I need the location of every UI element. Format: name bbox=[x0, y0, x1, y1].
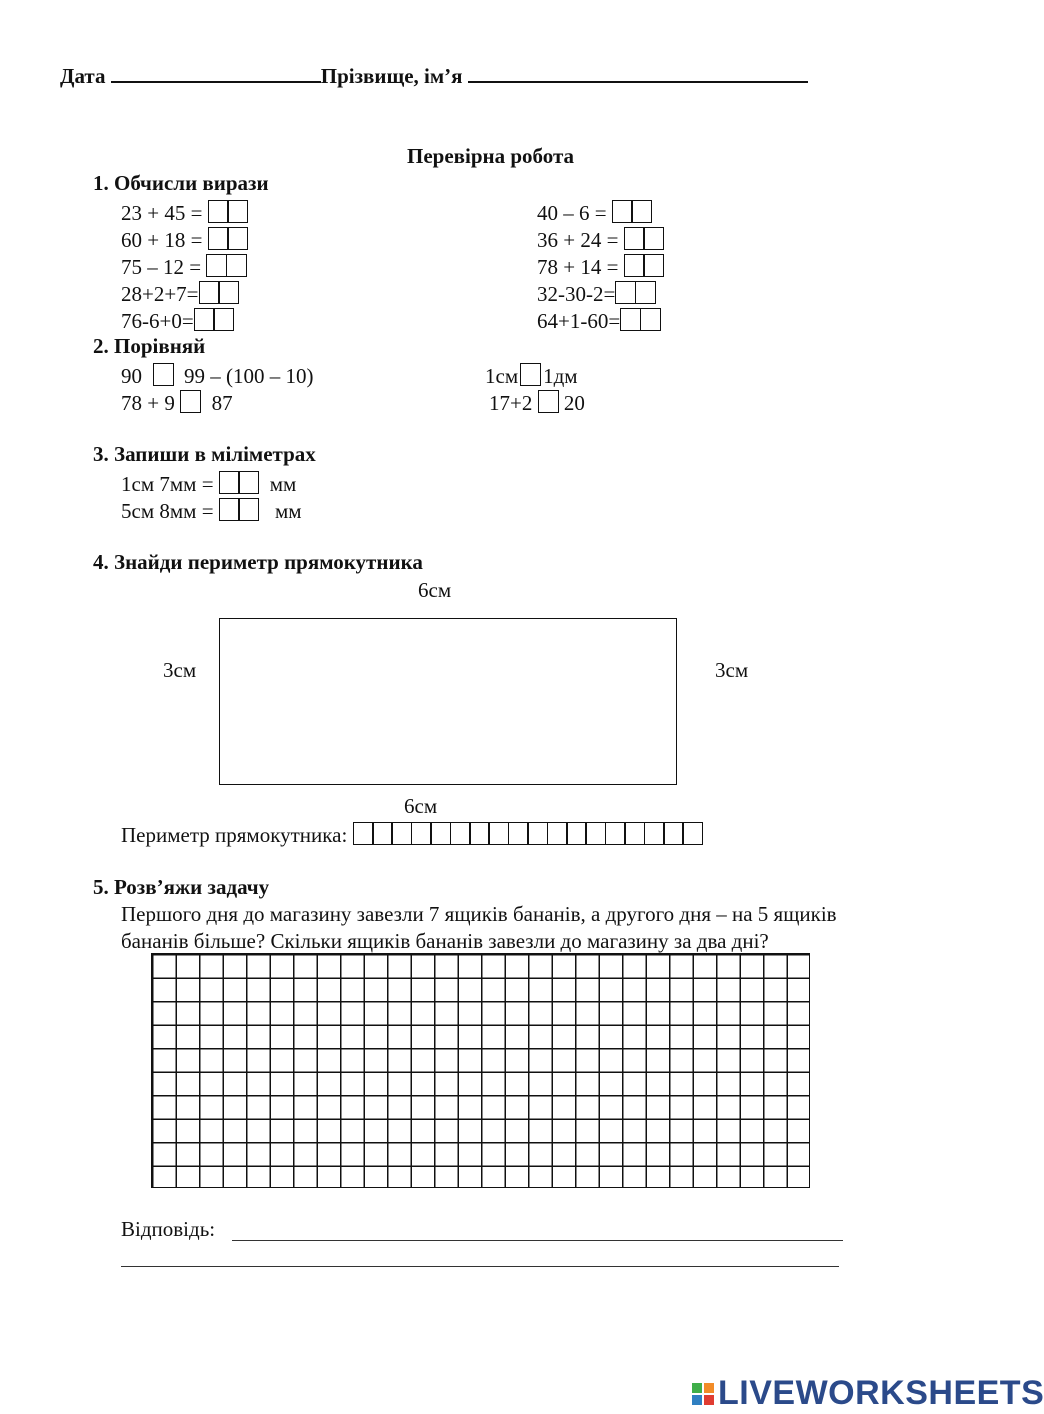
task1-left-row: 76-6+0= bbox=[121, 308, 234, 332]
answer-box[interactable] bbox=[624, 254, 664, 277]
problem-line-2: бананів більше? Скільки ящиків бананів завезли до магазину за два дні? bbox=[121, 929, 769, 953]
mm-row: 5см 8мм = мм bbox=[121, 499, 302, 523]
answer-line-2[interactable] bbox=[121, 1266, 839, 1267]
solution-grid[interactable] bbox=[151, 953, 810, 1188]
answer-box[interactable] bbox=[620, 308, 660, 331]
logo-icon bbox=[692, 1383, 714, 1405]
logo-text: LIVEWORKSHEETS bbox=[718, 1374, 1044, 1412]
name-field[interactable] bbox=[468, 79, 808, 83]
answer-box[interactable] bbox=[219, 498, 259, 521]
problem-line-1: Першого дня до магазину завезли 7 ящиків бананів, а другого дня – на 5 ящиків bbox=[121, 902, 837, 926]
date-field[interactable] bbox=[111, 79, 321, 83]
mm-row: 1см 7мм = мм bbox=[121, 472, 297, 496]
compare-row: 78 + 9 87 bbox=[121, 391, 233, 415]
task1-left-row: 28+2+7= bbox=[121, 281, 239, 305]
compare-row: 1см 1дм bbox=[485, 364, 578, 388]
answer-box[interactable] bbox=[208, 200, 248, 223]
page-title: Перевірна робота bbox=[407, 144, 575, 168]
task1-right-row: 36 + 24 = bbox=[537, 227, 664, 251]
task1-left-row: 23 + 45 = bbox=[121, 200, 248, 224]
answer-box[interactable] bbox=[624, 227, 664, 250]
task1-left-row: 60 + 18 = bbox=[121, 227, 248, 251]
compare-box[interactable] bbox=[520, 363, 541, 386]
task1-right-row: 78 + 14 = bbox=[537, 254, 664, 278]
rectangle-figure bbox=[219, 618, 677, 785]
answer-box[interactable] bbox=[208, 227, 248, 250]
compare-row: 17+2 20 bbox=[489, 391, 585, 415]
compare-box[interactable] bbox=[153, 363, 174, 386]
answer-line-1[interactable] bbox=[232, 1240, 843, 1241]
rect-bottom-label: 6см bbox=[404, 794, 438, 818]
rect-top-label: 6см bbox=[418, 578, 452, 602]
answer-box[interactable] bbox=[615, 281, 655, 304]
task2-heading: 2. Порівняй bbox=[93, 334, 206, 358]
name-label: Прізвище, ім’я bbox=[320, 64, 463, 88]
answer-box[interactable] bbox=[199, 281, 239, 304]
task4-heading: 4. Знайди периметр прямокутника bbox=[93, 550, 423, 574]
rect-right-label: 3см bbox=[715, 658, 749, 682]
answer-box[interactable] bbox=[219, 471, 259, 494]
task1-right-row: 40 – 6 = bbox=[537, 200, 652, 224]
task1-right-row: 64+1-60= bbox=[537, 308, 661, 332]
answer-box[interactable] bbox=[206, 254, 246, 277]
task1-right-row: 32-30-2= bbox=[537, 281, 656, 305]
compare-box[interactable] bbox=[538, 390, 559, 413]
task5-heading: 5. Розв’яжи задачу bbox=[93, 875, 270, 899]
task1-heading: 1. Обчисли вирази bbox=[93, 171, 269, 195]
compare-box[interactable] bbox=[180, 390, 201, 413]
liveworksheets-logo bbox=[692, 1374, 1044, 1413]
compare-row: 90 99 – (100 – 10) bbox=[121, 364, 314, 388]
perimeter-answer-boxes[interactable] bbox=[353, 822, 704, 845]
answer-label: Відповідь: bbox=[121, 1217, 216, 1241]
answer-box[interactable] bbox=[194, 308, 234, 331]
header bbox=[60, 66, 808, 87]
task3-heading: 3. Запиши в міліметрах bbox=[93, 442, 316, 466]
rect-left-label: 3см bbox=[163, 658, 197, 682]
date-label: Дата bbox=[60, 64, 106, 88]
task1-left-row: 75 – 12 = bbox=[121, 254, 247, 278]
answer-box[interactable] bbox=[612, 200, 652, 223]
perimeter-row: Периметр прямокутника: bbox=[121, 822, 703, 846]
